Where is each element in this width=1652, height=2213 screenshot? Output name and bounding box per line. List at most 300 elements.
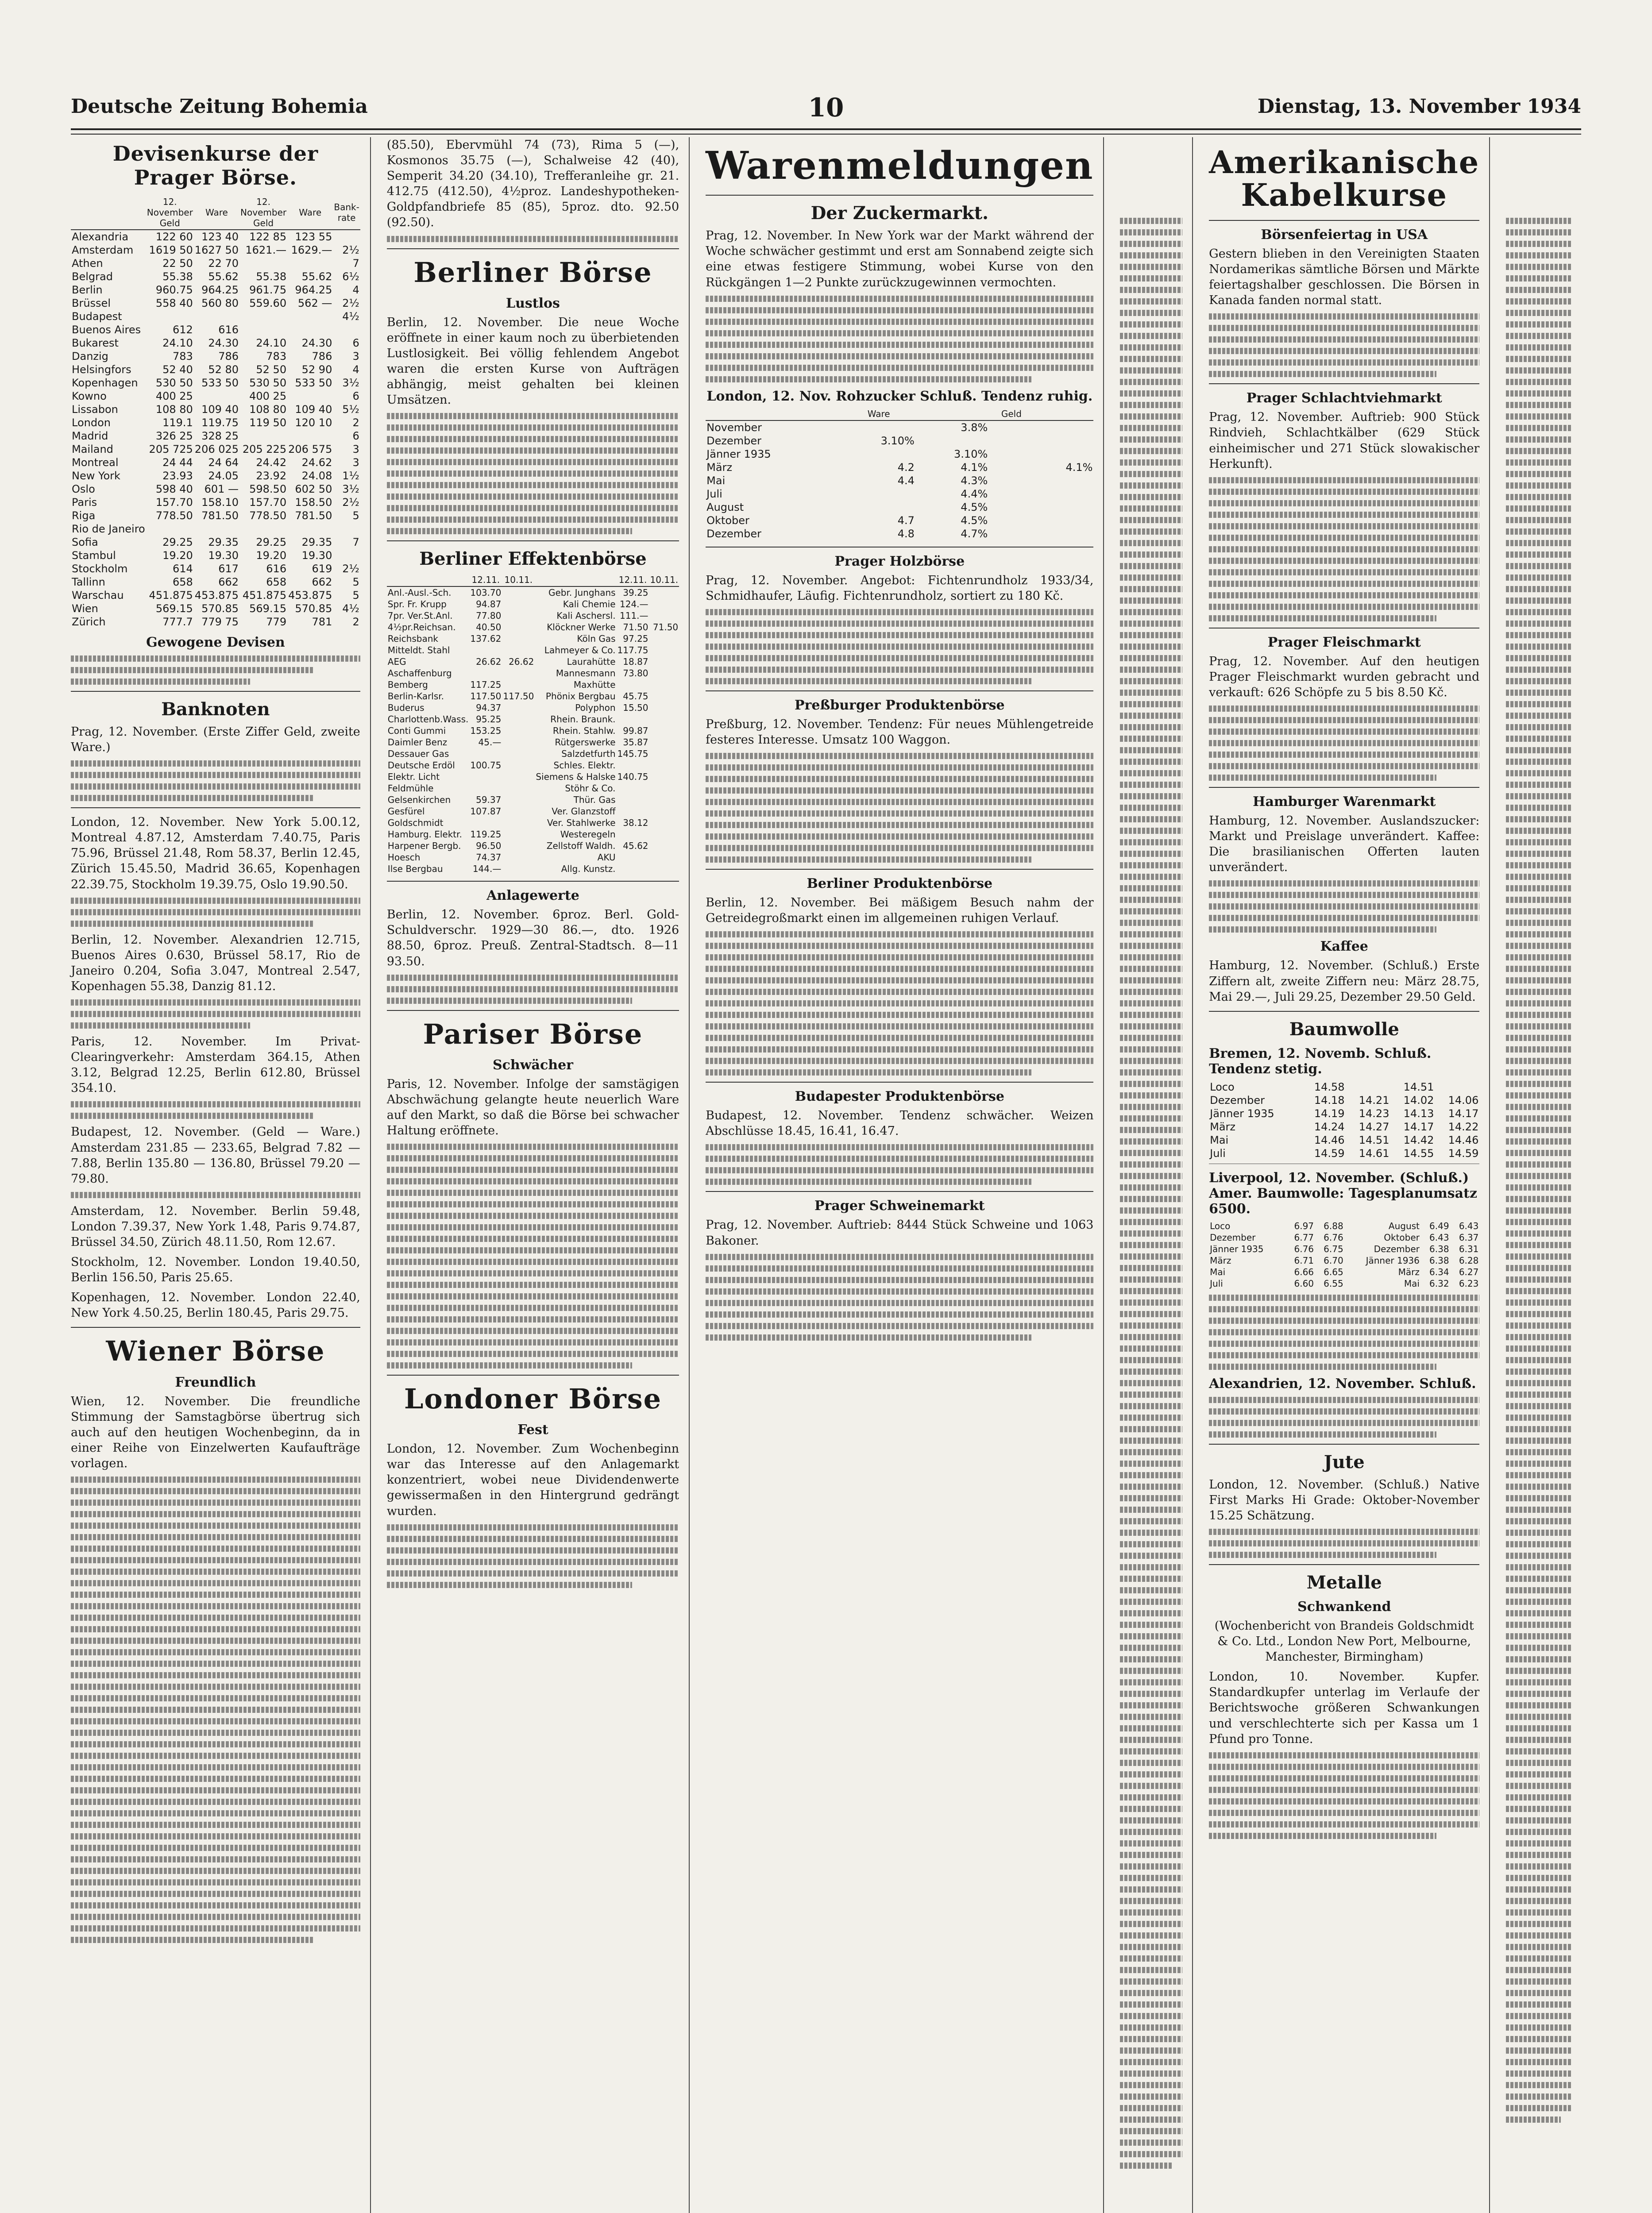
text-line bbox=[1506, 1990, 1571, 1996]
text-line bbox=[1506, 436, 1571, 443]
text-line bbox=[1120, 736, 1182, 742]
table-cell bbox=[649, 690, 679, 702]
text-line bbox=[387, 1247, 679, 1253]
table-row bbox=[387, 633, 679, 644]
text-line bbox=[1120, 644, 1182, 650]
table-cell: Elektr. Licht bbox=[387, 771, 440, 783]
divider bbox=[71, 691, 360, 692]
kabelkurse-intro: Gestern blieben in den Vereinigten Staaten Nordamerikas sämtliche Börsen und Märkte feiertagshalber geschlossen. Die Börsen in Kanada fanden normal statt. bbox=[1209, 247, 1480, 308]
table-cell: Riga bbox=[72, 509, 96, 522]
table-cell: Westeregeln bbox=[560, 829, 616, 840]
table-cell: Wien bbox=[72, 602, 98, 615]
anlagewerte-text: Berlin, 12. November. 6proz. Berl. Gold-Schuldverschr. 1929—30 86.—, dto. 1926 88.50, 6proz. Preuß. Zentral-Stadtsch. 8—11 93.50. bbox=[386, 908, 679, 968]
zuckermarkt-heading: Der Zuckermarkt. bbox=[811, 203, 989, 224]
text-line bbox=[706, 342, 1093, 348]
text-line bbox=[1120, 1564, 1182, 1570]
table-cell: 601 — bbox=[204, 483, 239, 495]
table-cell: 96.50 bbox=[476, 840, 502, 852]
table-cell bbox=[502, 667, 535, 679]
text-line bbox=[1120, 1921, 1182, 1927]
text-line bbox=[706, 845, 1093, 851]
table-cell bbox=[469, 644, 502, 656]
text-line bbox=[1506, 1633, 1571, 1639]
text-line bbox=[1506, 667, 1571, 673]
table-cell bbox=[617, 829, 649, 840]
divider bbox=[706, 690, 1093, 691]
table-header bbox=[1034, 408, 1093, 420]
text-line bbox=[1120, 2013, 1182, 2019]
anlagewerte-heading: Anlagewerte bbox=[486, 888, 579, 904]
text-line bbox=[1209, 1295, 1479, 1301]
text-line bbox=[1506, 321, 1571, 328]
table-cell bbox=[617, 679, 649, 690]
text-line bbox=[706, 1144, 1093, 1150]
table-header: 12.11. bbox=[469, 574, 502, 586]
table-cell bbox=[502, 840, 535, 852]
text-line bbox=[1209, 558, 1479, 564]
text-line bbox=[1506, 805, 1571, 811]
table-cell: 779 75 bbox=[201, 616, 239, 628]
text-line bbox=[1120, 1092, 1182, 1099]
table-row bbox=[1209, 1147, 1479, 1160]
text-line bbox=[1120, 805, 1182, 811]
text-line bbox=[1120, 1438, 1182, 1444]
table-cell: 558 40 bbox=[155, 297, 193, 309]
divider bbox=[387, 881, 679, 882]
text-line bbox=[1120, 1955, 1182, 1962]
table-cell: 530 50 bbox=[155, 377, 193, 389]
text-line bbox=[71, 1500, 360, 1506]
text-line bbox=[71, 1592, 360, 1598]
text-line bbox=[1506, 1725, 1571, 1731]
table-cell: Aschaffenburg bbox=[387, 668, 452, 679]
text-line bbox=[706, 1311, 1093, 1318]
text-line bbox=[1506, 1230, 1571, 1237]
text-line bbox=[1209, 1431, 1436, 1438]
londoner-boerse-sub: Fest bbox=[517, 1422, 548, 1438]
hamburger-heading: Hamburger Warenmarkt bbox=[1253, 794, 1436, 810]
table-cell: 14.61 bbox=[1359, 1147, 1390, 1160]
table-cell bbox=[915, 434, 988, 447]
table-row bbox=[1209, 1107, 1479, 1120]
text-line bbox=[706, 376, 1031, 382]
table-row bbox=[387, 817, 679, 829]
table-cell: Dezember bbox=[706, 527, 762, 540]
table-cell: 6.66 bbox=[1294, 1266, 1314, 1277]
text-line bbox=[1506, 2001, 1571, 2008]
text-line bbox=[1209, 592, 1479, 598]
text-line bbox=[387, 236, 679, 242]
text-line bbox=[1506, 862, 1571, 868]
text-line bbox=[1120, 977, 1182, 983]
text-line bbox=[71, 1764, 360, 1770]
text-line bbox=[1120, 724, 1182, 730]
table-cell: 4.5% bbox=[961, 501, 988, 513]
table-cell: 71.50 bbox=[623, 622, 648, 633]
table-cell: 108 80 bbox=[155, 403, 193, 416]
table-cell bbox=[287, 257, 333, 270]
table-cell: Amsterdam bbox=[72, 244, 134, 256]
table-cell: Feldmühle bbox=[387, 783, 434, 794]
table-cell bbox=[502, 633, 535, 644]
table-cell: 1621.— bbox=[245, 244, 287, 256]
table-cell: 15.50 bbox=[623, 702, 648, 713]
table-cell: 6.23 bbox=[1459, 1278, 1479, 1289]
text-line bbox=[1506, 1909, 1571, 1916]
table-cell: 29.25 bbox=[256, 536, 287, 548]
table-cell: 5 bbox=[352, 576, 359, 588]
table-cell bbox=[239, 522, 287, 536]
text-line bbox=[1120, 1840, 1182, 1847]
table-cell: Berlin-Karlsr. bbox=[387, 691, 444, 702]
table-cell bbox=[239, 257, 287, 270]
text-line bbox=[1120, 1115, 1182, 1122]
text-line bbox=[1209, 763, 1479, 769]
table-row bbox=[71, 443, 360, 456]
table-cell: 117.50 bbox=[470, 691, 502, 702]
table-cell: Mai bbox=[1210, 1266, 1226, 1277]
text-line bbox=[71, 1580, 360, 1586]
table-cell: 14.02 bbox=[1403, 1094, 1434, 1106]
text-line bbox=[1506, 517, 1571, 523]
table-cell: 14.22 bbox=[1448, 1120, 1479, 1133]
table-cell bbox=[502, 783, 535, 794]
table-cell bbox=[617, 760, 649, 771]
table-cell: 451.875 bbox=[149, 589, 193, 601]
text-line bbox=[1120, 1553, 1182, 1559]
bremen-table bbox=[1209, 1080, 1479, 1160]
table-cell: 6 bbox=[352, 430, 359, 442]
text-line bbox=[706, 1035, 1093, 1041]
table-cell: Mailand bbox=[72, 443, 113, 455]
text-line bbox=[71, 783, 360, 790]
text-line bbox=[706, 822, 1093, 828]
text-line bbox=[1506, 344, 1571, 351]
text-line bbox=[1506, 954, 1571, 960]
text-line bbox=[1506, 1035, 1571, 1041]
table-cell: Oktober bbox=[706, 514, 749, 527]
text-line bbox=[706, 609, 1093, 615]
text-line bbox=[1120, 1875, 1182, 1881]
table-cell: 6.76 bbox=[1294, 1243, 1314, 1254]
text-line bbox=[1506, 678, 1571, 684]
text-line bbox=[1120, 966, 1182, 972]
table-cell: AKU bbox=[597, 852, 616, 863]
table-cell: 598.50 bbox=[249, 483, 287, 495]
text-line bbox=[1506, 2093, 1571, 2100]
divider bbox=[1209, 787, 1479, 788]
metalle-text: London, 10. November. Kupfer. Standardkupfer unterlag im Verlaufe der Berichtswoche größeren Schwankungen und verschlechterte sich per Kassa um 1 Pfund pro Tonne. bbox=[1209, 1670, 1480, 1746]
text-line bbox=[706, 1023, 1093, 1029]
text-line bbox=[1120, 459, 1182, 466]
text-line bbox=[71, 1569, 360, 1575]
text-line bbox=[387, 493, 679, 500]
table-cell: 119 50 bbox=[249, 416, 287, 429]
text-line bbox=[1506, 1392, 1571, 1398]
text-line bbox=[1506, 482, 1571, 489]
text-line bbox=[1506, 356, 1571, 362]
text-line bbox=[71, 1649, 360, 1655]
masthead-title: Deutsche Zeitung Bohemia bbox=[71, 95, 368, 118]
alexandrien-title: Alexandrien, 12. November. Schluß. bbox=[1209, 1376, 1476, 1392]
table-cell bbox=[502, 852, 535, 863]
holzboerse-heading: Prager Holzbörse bbox=[834, 553, 965, 569]
table-cell: 453.875 bbox=[194, 589, 239, 601]
table-cell bbox=[469, 817, 502, 829]
text-line bbox=[1506, 793, 1571, 799]
text-line bbox=[706, 1265, 1093, 1272]
table-cell: 6.43 bbox=[1429, 1232, 1449, 1243]
text-line bbox=[71, 1684, 360, 1690]
table-cell: 569.15 bbox=[249, 602, 287, 615]
table-cell: 4 bbox=[352, 284, 359, 296]
text-line bbox=[1506, 1679, 1571, 1685]
text-line bbox=[1120, 2163, 1172, 2169]
heading-spacer bbox=[1506, 137, 1571, 212]
text-line bbox=[1209, 1821, 1479, 1827]
table-cell: Gesfürel bbox=[387, 806, 425, 817]
text-line bbox=[1506, 1576, 1571, 1582]
table-cell: 6.97 bbox=[1294, 1220, 1314, 1231]
table-cell: Jänner 1936 bbox=[1366, 1255, 1420, 1266]
text-line bbox=[1120, 1530, 1182, 1536]
text-line bbox=[1506, 471, 1571, 477]
text-line bbox=[387, 447, 679, 454]
table-cell: 662 bbox=[218, 576, 239, 588]
table-cell: 6.77 bbox=[1294, 1232, 1314, 1243]
table-cell: Rhein. Braunk. bbox=[550, 714, 616, 725]
table-cell: 157.70 bbox=[155, 496, 193, 509]
text-line bbox=[1209, 892, 1479, 898]
text-line bbox=[706, 931, 1093, 937]
text-line bbox=[1120, 1219, 1182, 1225]
text-line bbox=[706, 1046, 1093, 1053]
banknoten-text: Prag, 12. November. (Erste Ziffer Geld, zweite Ware.) bbox=[71, 725, 360, 755]
table-header: 10.11. bbox=[649, 574, 679, 586]
text-line bbox=[1506, 1829, 1571, 1835]
table-cell: 35.87 bbox=[623, 737, 648, 748]
table-cell: 158.10 bbox=[201, 496, 239, 509]
text-line bbox=[71, 667, 314, 673]
table-cell: Hoesch bbox=[387, 852, 421, 863]
table-cell: 14.23 bbox=[1359, 1107, 1390, 1120]
text-line bbox=[1120, 632, 1182, 638]
table-row bbox=[706, 527, 1093, 540]
table-cell: 95.25 bbox=[476, 714, 502, 725]
kopenhagen-devisen-text: Kopenhagen, 12. November. London 22.40, New York 4.50.25, Berlin 180.45, Paris 29.75. bbox=[71, 1291, 360, 1320]
table-cell bbox=[469, 783, 502, 794]
table-cell: Kali Chemie bbox=[563, 599, 616, 610]
table-cell: 157.70 bbox=[249, 496, 287, 509]
table-cell: Anl.-Ausl.-Sch. bbox=[387, 587, 452, 598]
text-line bbox=[1506, 1150, 1571, 1156]
table-row bbox=[71, 469, 360, 482]
text-line bbox=[1506, 1276, 1571, 1283]
text-line bbox=[1120, 2082, 1182, 2088]
table-row bbox=[387, 667, 679, 679]
text-line bbox=[1506, 264, 1571, 270]
text-line bbox=[1506, 1817, 1571, 1824]
text-line bbox=[706, 943, 1093, 949]
text-line bbox=[1120, 897, 1182, 903]
budapester-text: Budapest, 12. November. Tendenz schwächer. Weizen Abschlüsse 18.45, 16.41, 16.47. bbox=[706, 1109, 1094, 1138]
table-row bbox=[71, 416, 360, 429]
text-line bbox=[387, 1570, 679, 1577]
text-line bbox=[1506, 1587, 1571, 1593]
text-line bbox=[1209, 569, 1479, 575]
table-cell: 29.35 bbox=[301, 536, 332, 548]
table-cell: 77.80 bbox=[476, 610, 502, 621]
table-cell bbox=[649, 760, 679, 771]
table-row bbox=[71, 509, 360, 522]
text-line bbox=[1120, 1288, 1182, 1294]
text-line bbox=[71, 679, 250, 685]
table-row bbox=[71, 243, 360, 257]
divider bbox=[1209, 383, 1479, 384]
table-cell bbox=[617, 806, 649, 817]
text-line bbox=[1209, 336, 1479, 343]
paris-devisen-text: Paris, 12. November. Im Privat-Clearingverkehr: Amsterdam 364.15, Athen 3.12, Belgrad 12.25, Berlin 612.80, Brüssel 354.10. bbox=[71, 1035, 360, 1095]
table-cell: 119.75 bbox=[201, 416, 239, 429]
table-cell: AEG bbox=[387, 656, 406, 667]
liverpool-title: Liverpool, 12. November. (Schluß.) Amer. Baumwolle: Tagesplanumsatz 6500. bbox=[1209, 1170, 1478, 1217]
text-line bbox=[1120, 885, 1182, 891]
text-line bbox=[1120, 874, 1182, 880]
text-line bbox=[71, 1856, 360, 1862]
table-cell: Rio de Janeiro bbox=[72, 523, 145, 535]
table-cell bbox=[649, 656, 679, 667]
table-cell: 120 10 bbox=[295, 416, 332, 429]
table-row bbox=[71, 536, 360, 549]
table-cell bbox=[649, 679, 679, 690]
text-line bbox=[1120, 1967, 1182, 1973]
text-line bbox=[706, 330, 1093, 336]
text-line bbox=[1120, 229, 1182, 235]
text-line bbox=[1209, 604, 1479, 610]
text-line bbox=[706, 667, 1093, 673]
table-row bbox=[387, 736, 679, 748]
text-line bbox=[387, 1316, 679, 1322]
text-line bbox=[1506, 874, 1571, 880]
text-line bbox=[1120, 390, 1182, 397]
text-line bbox=[387, 1282, 679, 1288]
text-line bbox=[1506, 1760, 1571, 1766]
table-cell: 22 50 bbox=[162, 257, 193, 270]
table-row bbox=[71, 589, 360, 602]
table-cell: 4.4 bbox=[897, 474, 915, 487]
text-line bbox=[706, 753, 1093, 759]
text-line bbox=[1506, 736, 1571, 742]
table-cell: Bukarest bbox=[72, 337, 119, 349]
text-line bbox=[71, 999, 360, 1006]
table-cell: 4½pr.Reichsan. bbox=[387, 622, 456, 633]
text-line bbox=[706, 1058, 1093, 1064]
text-line bbox=[387, 1259, 679, 1265]
table-cell: 6.65 bbox=[1324, 1266, 1343, 1277]
text-line bbox=[706, 1254, 1093, 1260]
text-line bbox=[1120, 713, 1182, 719]
text-line bbox=[1120, 667, 1182, 673]
table-cell bbox=[333, 549, 360, 562]
text-line bbox=[1120, 1748, 1182, 1754]
table-header bbox=[706, 408, 842, 420]
text-line bbox=[1120, 2093, 1182, 2100]
text-line bbox=[1209, 1810, 1479, 1816]
text-line bbox=[1506, 1541, 1571, 1547]
text-line bbox=[387, 986, 679, 992]
table-cell: 59.37 bbox=[476, 794, 502, 806]
table-cell: 122 60 bbox=[155, 231, 193, 243]
table-cell: Maxhütte bbox=[573, 679, 616, 690]
text-line bbox=[1209, 1764, 1479, 1770]
text-line bbox=[1120, 2105, 1182, 2111]
text-line bbox=[1120, 1852, 1182, 1858]
text-line bbox=[1506, 885, 1571, 891]
table-cell bbox=[333, 323, 360, 336]
table-cell: Danzig bbox=[72, 350, 108, 362]
table-row bbox=[1209, 1120, 1479, 1133]
metalle-heading: Metalle bbox=[1306, 1572, 1382, 1593]
table-cell bbox=[649, 840, 679, 852]
berliner-boerse-sub: Lustlos bbox=[506, 295, 560, 311]
table-cell bbox=[502, 725, 535, 736]
jute-text: London, 12. November. (Schluß.) Native First Marks Hi Grade: Oktober-November 15.25 Schätzung. bbox=[1209, 1477, 1480, 1523]
table-cell: Jänner 1935 bbox=[1210, 1107, 1274, 1120]
table-cell: 533 50 bbox=[201, 377, 239, 389]
text-line bbox=[1120, 2128, 1182, 2134]
table-cell bbox=[194, 522, 239, 536]
table-row bbox=[71, 602, 360, 615]
text-line bbox=[1506, 1115, 1571, 1122]
table-cell bbox=[502, 863, 535, 875]
table-cell: 206 575 bbox=[288, 443, 332, 455]
table-cell: 5½ bbox=[342, 403, 359, 416]
table-cell: März bbox=[1398, 1266, 1420, 1277]
table-row bbox=[387, 656, 679, 667]
table-cell: 6.76 bbox=[1324, 1232, 1343, 1243]
text-line bbox=[71, 1718, 360, 1724]
text-line bbox=[1120, 1046, 1182, 1053]
text-line bbox=[1120, 1346, 1182, 1352]
table-cell bbox=[469, 748, 502, 760]
text-line bbox=[1506, 908, 1571, 914]
text-line bbox=[1120, 321, 1182, 328]
pressburg-heading: Preßburger Produktenbörse bbox=[795, 697, 1005, 713]
text-line bbox=[387, 1190, 679, 1196]
text-line bbox=[1506, 1219, 1571, 1225]
table-header: Ware bbox=[194, 196, 239, 230]
table-cell: Daimler Benz bbox=[387, 737, 448, 748]
text-line bbox=[71, 1661, 360, 1667]
table-cell: 6 bbox=[352, 337, 359, 349]
text-line bbox=[1120, 770, 1182, 776]
table-cell: 99.87 bbox=[623, 725, 648, 736]
text-line bbox=[1120, 759, 1182, 765]
table-cell: Dezember bbox=[1210, 1232, 1256, 1243]
table-cell: 24.08 bbox=[301, 470, 332, 482]
table-cell bbox=[649, 736, 679, 748]
table-header: Geld bbox=[988, 408, 1034, 420]
fleischmarkt-text: Prag, 12. November. Auf den heutigen Prager Fleischmarkt wurden gebracht und verkauft: 626 Schöpfe zu 5 bis 8.50 Kč. bbox=[1209, 654, 1480, 699]
table-cell: 123 55 bbox=[295, 231, 332, 243]
text-line bbox=[1120, 528, 1182, 535]
table-cell: 19.30 bbox=[301, 549, 332, 562]
banknoten-heading: Banknoten bbox=[161, 699, 270, 720]
table-cell: 7 bbox=[352, 536, 359, 548]
table-cell: 4.5% bbox=[961, 514, 988, 527]
table-cell: 52 50 bbox=[256, 363, 287, 376]
table-cell: 6.32 bbox=[1429, 1278, 1449, 1289]
